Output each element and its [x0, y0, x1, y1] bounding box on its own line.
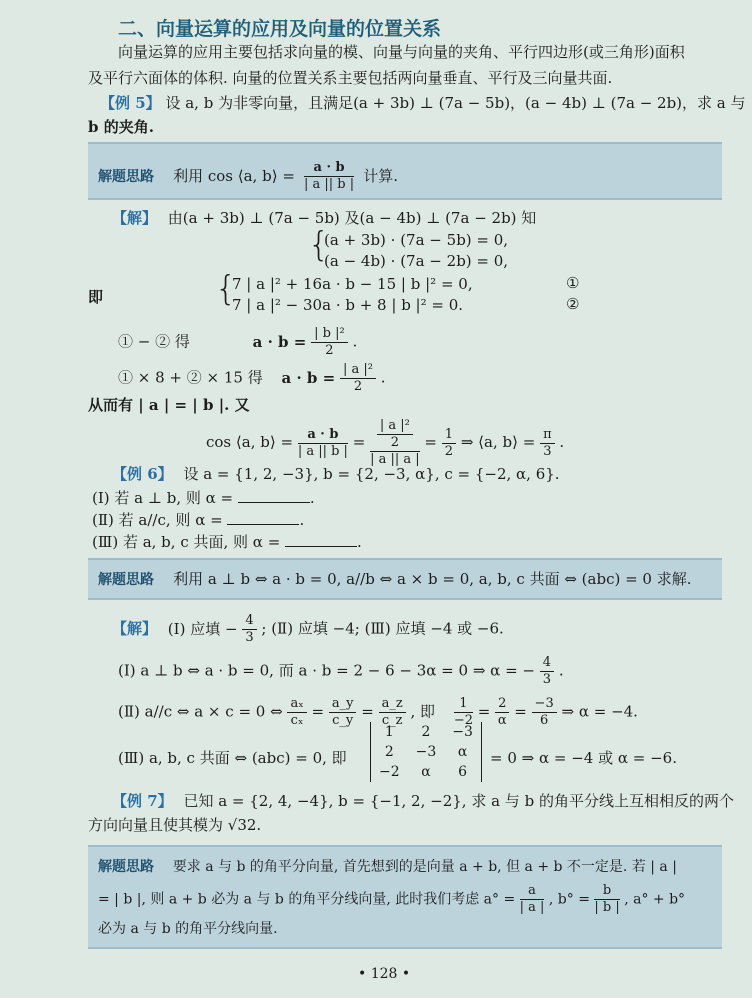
- s2-g2: [495, 696, 509, 729]
- example5-tip-box: [88, 142, 722, 200]
- step1-end: .: [352, 332, 358, 351]
- cos-f3-den: 2: [444, 443, 454, 459]
- tip-frac-den: | a || b |: [303, 177, 355, 192]
- s2-f2: [329, 696, 357, 729]
- tip-fraction: [304, 160, 354, 193]
- step2-num: | a |²: [340, 362, 376, 379]
- tip6-text: 利用 a ⊥ b ⇔ a · b = 0, a//b ⇔ a × b = 0, a, b, c 共面 ⇔ (abc) = 0 求解.: [173, 570, 692, 588]
- example7-text-2: 方向向量且使其模为 √32.: [88, 816, 262, 834]
- tip7-f2-den: | b |: [594, 900, 620, 915]
- s2-pre: (Ⅱ) a//c ⇔ a × c = 0 ⇔: [118, 702, 283, 721]
- det-row: [371, 722, 481, 742]
- s2-g1-den: −2: [453, 713, 473, 728]
- step1-den: 2: [325, 343, 334, 358]
- example6-tip-box: [88, 558, 722, 600]
- cos-end: .: [559, 433, 565, 451]
- mark-2: ②: [566, 295, 580, 313]
- det-cell: 6: [458, 764, 468, 780]
- conclude-line: 从而有 | a | = | b |. 又: [88, 396, 250, 414]
- example6-q3: [92, 532, 362, 552]
- cos-frac-4: [540, 427, 555, 460]
- tip-label: 解题思路: [98, 169, 154, 185]
- q2-text: (Ⅱ) 若 a//c, 则 α =: [92, 511, 223, 529]
- example7-text-1: 已知 a = {2, 4, −4}, b = {−1, 2, −2}, 求 a 与 b 的角平分线上互相相反的两个: [183, 792, 734, 810]
- tip7-frac-2: [594, 883, 619, 916]
- ans-frac: [242, 613, 256, 646]
- s1-end: .: [558, 661, 564, 680]
- cos-frac-1: [298, 427, 348, 460]
- det-cell: 2: [384, 744, 394, 760]
- example6-q2: [92, 510, 304, 530]
- s2-g3: [532, 696, 557, 729]
- eq-1: =: [352, 433, 366, 451]
- sys2-line-2: 7 | a |² − 30a · b + 8 | b |² = 0.: [232, 296, 464, 314]
- tip7-mid: , b° =: [548, 891, 590, 908]
- intro-line-2: 及平行六面体的体积. 向量的位置关系主要包括两向量垂直、平行及三向量共面.: [88, 69, 613, 87]
- example7-tip-line2: [98, 883, 685, 916]
- cos-lhs: cos ⟨a, b⟩ =: [206, 433, 294, 451]
- mark-1: ①: [566, 274, 580, 292]
- cos-f4-den: 3: [543, 443, 552, 459]
- ans-post: ; (Ⅱ) 应填 −4; (Ⅲ) 应填 −4 或 −6.: [261, 619, 504, 638]
- example5-sol-label: 【解】: [112, 209, 158, 227]
- q3-blank: [285, 532, 357, 547]
- s2-f3-den: c_z: [381, 713, 403, 728]
- tip7-line1: 要求 a 与 b 的角平分向量, 首先想到的是向量 a + b, 但 a + b 不一定是. 若 | a |: [172, 859, 677, 875]
- ji-label: 即: [88, 288, 104, 306]
- step2-end: .: [380, 368, 386, 387]
- cos-f4-num: π: [540, 427, 555, 444]
- step2-frac: [340, 362, 376, 395]
- s1-frac: [540, 655, 554, 688]
- tip7-line2-post: , a° + b°: [624, 891, 686, 908]
- sys2-line-1: 7 | a |² + 16a · b − 15 | b |² = 0,: [232, 275, 473, 293]
- step1-lhs: a · b =: [252, 332, 307, 351]
- example5-statement-1: [100, 93, 746, 113]
- tip7-line2-pre: = | b |, 则 a + b 必为 a 与 b 的角平分线向量, 此时我们考虑 a° =: [98, 891, 516, 908]
- tip7-f1-den: | a |: [519, 900, 545, 915]
- cos-f2-num-num: | a |²: [377, 418, 413, 435]
- s2-eq-3: =: [477, 702, 491, 721]
- example5-tip: [98, 160, 398, 193]
- example6-answer: [112, 613, 504, 646]
- cos-f1-num: a · b: [298, 427, 348, 444]
- s2-f1: [287, 696, 306, 729]
- tip-text-post: 计算.: [363, 167, 398, 185]
- example6-step3-text: (Ⅲ) a, b, c 共面 ⇔ (abc) = 0, 即: [118, 749, 347, 767]
- q2-blank: [227, 510, 299, 525]
- cos-f2-num: [370, 418, 420, 452]
- tip6-label: 解题思路: [98, 572, 154, 588]
- page-number: • 128 •: [358, 966, 411, 982]
- s2-eq-1: =: [311, 702, 325, 721]
- example6-text: 设 a = {1, 2, −3}, b = {2, −3, α}, c = {−2, α, 6}.: [183, 465, 560, 483]
- s2-g1-num: 1: [454, 696, 473, 713]
- example5-sol-line1: 由(a + 3b) ⊥ (7a − 5b) 及(a − 4b) ⊥ (7a − 2b) 知: [167, 209, 537, 227]
- determinant-bars: [370, 722, 482, 782]
- cos-frac-2: [370, 418, 420, 468]
- q3-dot: .: [357, 533, 362, 551]
- step2: [118, 362, 386, 395]
- s2-end: ⇒ α = −4.: [561, 702, 638, 721]
- cos-f1-den: | a || b |: [297, 443, 348, 459]
- s1-num: 4: [540, 655, 554, 672]
- tip7-f1-num: a: [520, 883, 545, 900]
- s2-g3-num: −3: [532, 696, 557, 713]
- det-cell: −2: [379, 764, 400, 780]
- example6-step1: [118, 655, 564, 688]
- q1-text: (Ⅰ) 若 a ⊥ b, 则 α =: [92, 489, 234, 507]
- s2-f1-num: aₓ: [287, 696, 306, 713]
- example6-label: 【例 6】: [112, 465, 173, 483]
- step2-lhs: a · b =: [281, 368, 336, 387]
- q2-dot: .: [299, 511, 305, 529]
- step1-label: ① − ② 得: [118, 332, 190, 351]
- s2-f3-num: a_z: [379, 696, 406, 713]
- step1: [118, 326, 357, 359]
- s2-g3-den: 6: [539, 713, 549, 728]
- step2-label: ① × 8 + ② × 15 得: [118, 368, 263, 387]
- s2-g2-den: α: [497, 713, 507, 728]
- step1-frac: [311, 326, 348, 359]
- s2-f2-num: a_y: [329, 696, 357, 713]
- example7-tip-line1: [98, 856, 677, 877]
- eq-2: =: [424, 433, 437, 451]
- intro-line-1: 向量运算的应用主要包括求向量的模、向量与向量的夹角、平行四边形(或三角形)面积: [118, 43, 685, 61]
- cos-f2-inner: [377, 418, 413, 451]
- brace-2: {: [215, 269, 237, 309]
- step1-num: | b |²: [311, 326, 348, 343]
- example6-sol-label: 【解】: [112, 619, 158, 638]
- example7-tip-line3: 必为 a 与 b 的角平分线向量.: [98, 921, 278, 937]
- brace-1: {: [308, 225, 330, 265]
- q1-dot: .: [309, 489, 315, 507]
- determinant: [370, 722, 482, 786]
- s2-mid: , 即: [410, 702, 436, 721]
- s2-f2-den: c_y: [332, 713, 354, 728]
- ans-frac-den: 3: [245, 630, 254, 645]
- cos-f2-num-den: 2: [390, 435, 399, 450]
- step2-den: 2: [353, 379, 363, 394]
- example5-label: 【例 5】: [100, 94, 161, 112]
- example6-q1: [92, 488, 315, 508]
- tip7-frac-1: [520, 883, 545, 916]
- cos-f3-num: 1: [442, 427, 456, 444]
- example6-step3-end: = 0 ⇒ α = −4 或 α = −6.: [490, 749, 677, 767]
- s1-den: 3: [542, 672, 552, 687]
- det-cell: α: [421, 764, 431, 780]
- det-cell: 2: [421, 724, 431, 740]
- example7-label: 【例 7】: [112, 792, 173, 810]
- cos-arrow: ⇒ ⟨a, b⟩ =: [460, 433, 536, 451]
- tip7-label: 解题思路: [98, 859, 154, 875]
- example6-statement: [112, 464, 560, 484]
- s1-pre: (Ⅰ) a ⊥ b ⇔ a · b = 0, 而 a · b = 2 − 6 − 3α = 0 ⇒ α = −: [118, 661, 535, 680]
- example5-text-1: 设 a, b 为非零向量，且满足(a + 3b) ⊥ (7a − 5b)，(a − 4b) ⊥ (7a − 2b)，求 a 与: [165, 94, 746, 112]
- det-cell: 1: [384, 724, 394, 740]
- cos-equation: [206, 418, 564, 468]
- det-cell: α: [457, 744, 468, 760]
- example7-statement-1: [112, 791, 734, 811]
- section-title: 二、向量运算的应用及向量的位置关系: [118, 18, 442, 40]
- s2-g2-num: 2: [495, 696, 509, 713]
- sys1-line-1: (a + 3b) · (7a − 5b) = 0,: [324, 231, 509, 249]
- example7-tip-box: [88, 845, 722, 949]
- s2-eq-4: =: [514, 702, 527, 721]
- tip-frac-num: a · b: [304, 160, 354, 177]
- example6-tip: [98, 569, 692, 589]
- s2-f1-den: cₓ: [290, 713, 304, 728]
- q1-blank: [238, 488, 310, 503]
- tip7-f2-num: b: [594, 883, 619, 900]
- det-row: [371, 742, 481, 762]
- det-cell: −3: [415, 744, 437, 760]
- ans-pre: (Ⅰ) 应填 −: [167, 619, 238, 638]
- det-row: [371, 762, 481, 782]
- cos-f2-den: | a || a |: [370, 452, 420, 467]
- example5-text-2: b 的夹角.: [88, 118, 154, 136]
- sys1-line-2: (a − 4b) · (7a − 2b) = 0,: [324, 252, 509, 270]
- ans-frac-num: 4: [242, 613, 256, 630]
- q3-text: (Ⅲ) 若 a, b, c 共面, 则 α =: [92, 533, 281, 551]
- cos-frac-3: [442, 427, 456, 460]
- s2-eq-2: =: [361, 702, 374, 721]
- det-cell: −3: [452, 724, 473, 740]
- determinant-table: [371, 722, 481, 782]
- tip-text-pre: 利用 cos ⟨a, b⟩ =: [173, 167, 295, 185]
